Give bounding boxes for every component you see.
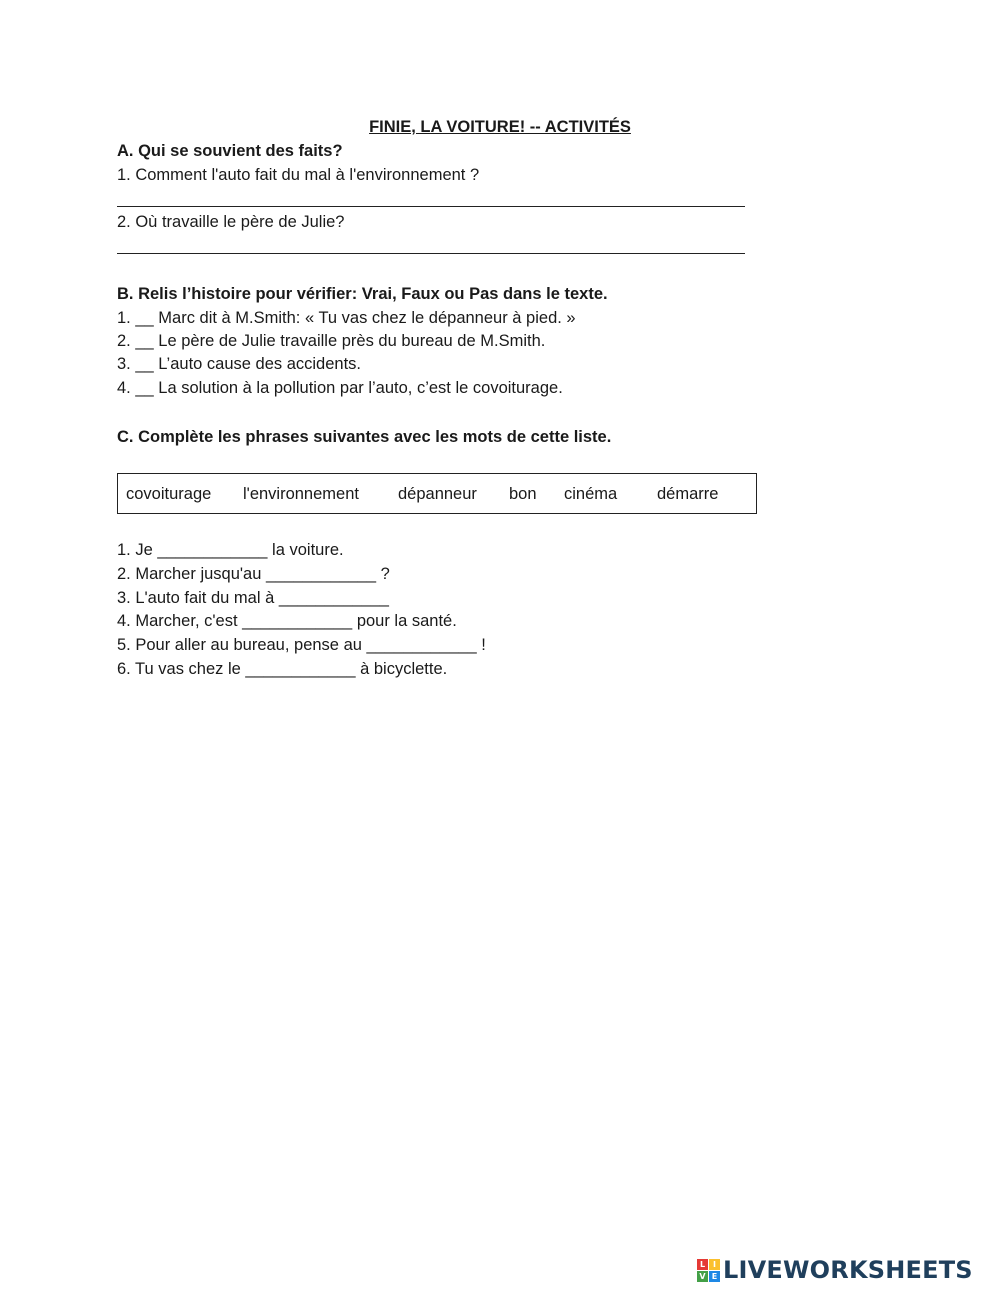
fill-in-sentence[interactable]: 1. Je ____________ la voiture. (117, 541, 344, 559)
section-c-heading: C. Complète les phrases suivantes avec les mots de cette liste. (117, 428, 612, 446)
logo-block: I (709, 1259, 720, 1270)
fill-in-sentence[interactable]: 3. L'auto fait du mal à ____________ (117, 589, 389, 607)
fill-in-sentence[interactable]: 4. Marcher, c'est ____________ pour la santé. (117, 612, 457, 630)
true-false-item[interactable]: 2. __ Le père de Julie travaille près du bureau de M.Smith. (117, 332, 546, 350)
question-a1: 1. Comment l'auto fait du mal à l'environnement ? (117, 166, 480, 184)
word-bank-item: covoiturage (126, 485, 212, 503)
true-false-item[interactable]: 1. __ Marc dit à M.Smith: « Tu vas chez le dépanneur à pied. » (117, 309, 576, 327)
question-a2: 2. Où travaille le père de Julie? (117, 213, 345, 231)
answer-line-a2[interactable] (117, 253, 745, 254)
true-false-item[interactable]: 3. __ L’auto cause des accidents. (117, 355, 362, 373)
word-bank-item: dépanneur (398, 485, 477, 503)
answer-line-a1[interactable] (117, 206, 745, 207)
logo-block: L (697, 1259, 708, 1270)
word-bank-item: cinéma (564, 485, 618, 503)
logo-text: LIVEWORKSHEETS (723, 1256, 973, 1284)
word-bank-item: l'environnement (243, 485, 359, 503)
section-b-heading: B. Relis l’histoire pour vérifier: Vrai, Faux ou Pas dans le texte. (117, 285, 608, 303)
logo-block: V (697, 1271, 708, 1282)
logo-blocks-icon (697, 1259, 720, 1282)
fill-in-sentence[interactable]: 2. Marcher jusqu'au ____________ ? (117, 565, 390, 583)
worksheet-title: FINIE, LA VOITURE! -- ACTIVITÉS (369, 118, 631, 136)
word-bank (117, 473, 757, 514)
liveworksheets-logo (697, 1255, 973, 1285)
logo-block: E (709, 1271, 720, 1282)
fill-in-sentence[interactable]: 5. Pour aller au bureau, pense au ____________ ! (117, 636, 486, 654)
section-a-heading: A. Qui se souvient des faits? (117, 142, 343, 160)
word-bank-item: bon (509, 485, 537, 503)
word-bank-item: démarre (657, 485, 719, 503)
fill-in-sentence[interactable]: 6. Tu vas chez le ____________ à bicyclette. (117, 660, 448, 678)
true-false-item[interactable]: 4. __ La solution à la pollution par l’auto, c’est le covoiturage. (117, 379, 563, 397)
